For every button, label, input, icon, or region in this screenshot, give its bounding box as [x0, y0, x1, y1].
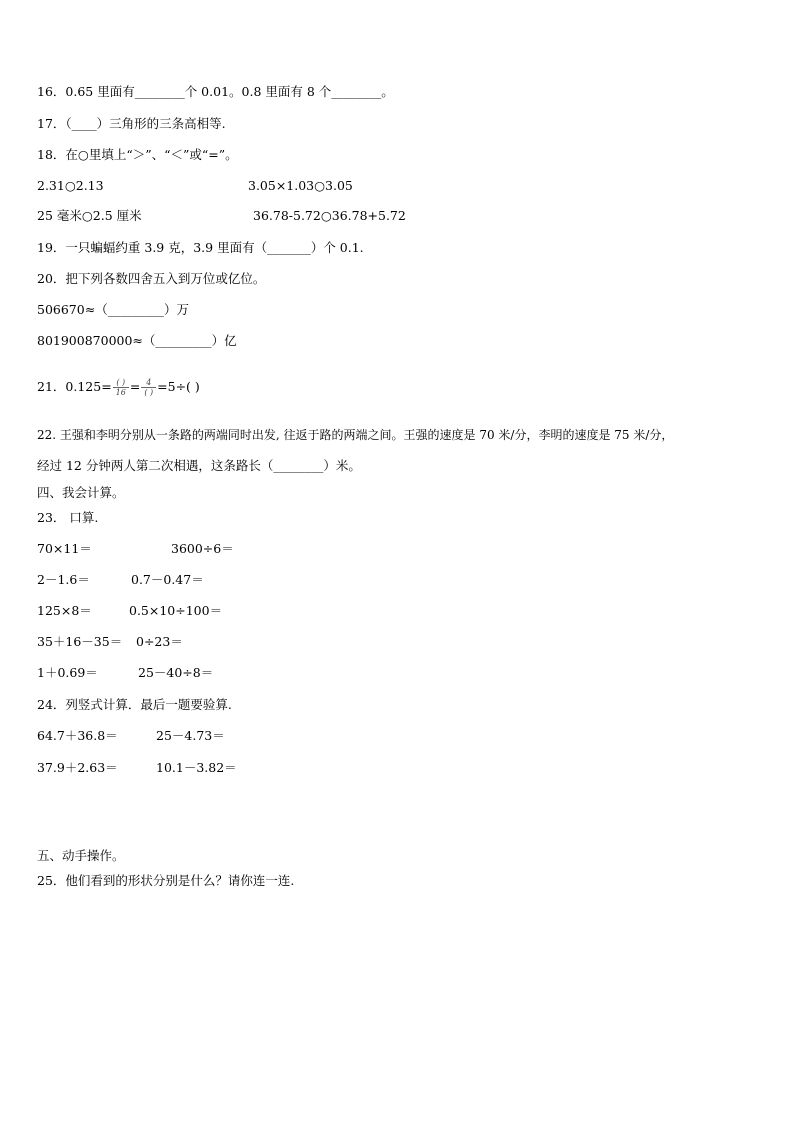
q23-row-4 [37, 634, 183, 650]
q19: 19．一只蝙蝠约重 3.9 克，3.9 里面有（_______）个 0.1. [37, 240, 364, 255]
section-5-heading: 五、动手操作。 [37, 848, 125, 863]
q24-item: 10.1－3.82＝ [156, 760, 237, 775]
q23-item: 1＋0.69＝ [37, 665, 98, 680]
q23-row-2 [37, 572, 204, 588]
q23-item: 70×11＝ [37, 541, 92, 556]
q23-item: 0÷23＝ [136, 634, 183, 649]
q21-frac2-den: ( ) [144, 388, 154, 397]
q24: 24．列竖式计算．最后一题要验算. [37, 697, 232, 712]
q18-item-4: 36.78-5.72○36.78+5.72 [253, 208, 406, 223]
q24-row-2 [37, 760, 237, 776]
q23-item: 35＋16－35＝ [37, 634, 123, 649]
q21-frac1-num: ( ) [113, 378, 129, 388]
q23-item: 3600÷6＝ [171, 541, 234, 556]
q18-row-2 [37, 208, 406, 224]
q21-frac2-num: 4 [141, 378, 156, 388]
q21-suffix: =5÷( ) [157, 379, 200, 394]
q25: 25．他们看到的形状分别是什么？请你连一连. [37, 873, 295, 888]
q18-item-2: 3.05×1.03○3.05 [248, 178, 353, 193]
q23-row-3 [37, 603, 223, 619]
q24-row-1 [37, 728, 225, 744]
q24-item: 25－4.73＝ [156, 728, 225, 743]
q21 [37, 378, 200, 397]
q20: 20．把下列各数四舍五入到万位或亿位。 [37, 271, 266, 286]
q23: 23． 口算. [37, 510, 99, 525]
q23-item: 125×8＝ [37, 603, 92, 618]
q23-item: 0.5×10÷100＝ [129, 603, 223, 618]
q16: 16．0.65 里面有________个 0.01。0.8 里面有 8 个________。 [37, 84, 394, 99]
q18-item-1: 2.31○2.13 [37, 178, 104, 193]
q24-item: 64.7＋36.8＝ [37, 728, 118, 743]
q23-row-1 [37, 541, 234, 557]
q21-eq: = [129, 379, 141, 394]
q20-item-2: 801900870000≈（_________）亿 [37, 333, 237, 348]
q23-item: 2－1.6＝ [37, 572, 90, 587]
q18: 18．在○里填上“＞”、“＜”或“=”。 [37, 147, 238, 162]
q20-item-1: 506670≈（_________）万 [37, 302, 189, 317]
q23-row-5 [37, 665, 214, 681]
q21-frac1-den: 16 [115, 388, 126, 397]
q18-item-3: 25 毫米○2.5 厘米 [37, 208, 142, 223]
q23-item: 25－40÷8＝ [138, 665, 214, 680]
q18-row-1 [37, 178, 353, 194]
q21-prefix: 21．0.125= [37, 379, 112, 394]
q17: 17．（____）三角形的三条高相等. [37, 116, 226, 131]
q21-fraction-2 [141, 378, 156, 397]
q21-fraction-1 [113, 378, 129, 397]
q23-item: 0.7－0.47＝ [131, 572, 204, 587]
q24-item: 37.9＋2.63＝ [37, 760, 118, 775]
q22-line-2: 经过 12 分钟两人第二次相遇，这条路长（________）米。 [37, 458, 361, 473]
q22-line-1: 22. 王强和李明分别从一条路的两端同时出发, 往返于路的两端之间。王强的速度是 70 米/分，李明的速度是 75 米/分， [37, 428, 674, 442]
section-4-heading: 四、我会计算。 [37, 485, 125, 500]
